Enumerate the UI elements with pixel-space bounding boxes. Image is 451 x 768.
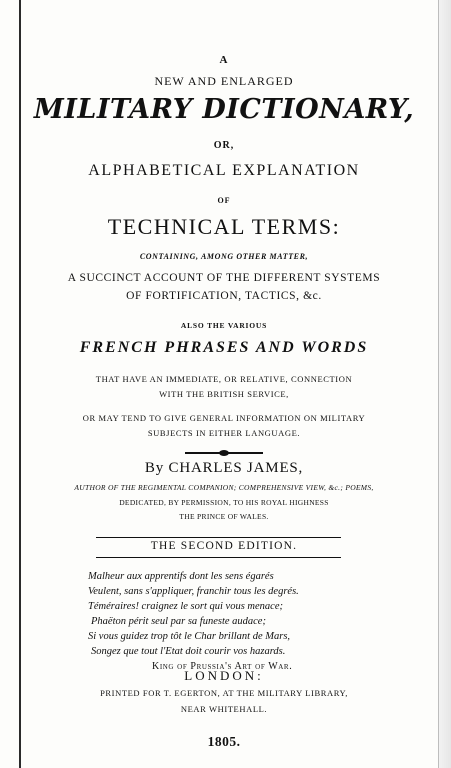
ornament-divider xyxy=(185,450,263,456)
edition-label: THE SECOND EDITION. xyxy=(150,540,298,552)
edition-rule-top xyxy=(96,537,341,538)
title-fortification: OF FORTIFICATION, TACTICS, &c. xyxy=(126,290,322,302)
title-conj-or: OR, xyxy=(213,140,235,151)
left-margin-rule xyxy=(19,0,21,768)
main-title: MILITARY DICTIONARY, xyxy=(33,94,415,125)
imprint-location: NEAR WHITEHALL. xyxy=(180,704,268,714)
author-credentials: AUTHOR OF THE REGIMENTAL COMPANION; COMPREHENSIVE VIEW, &c.; POEMS, xyxy=(74,483,374,492)
author-prince: THE PRINCE OF WALES. xyxy=(179,512,269,521)
imprint-city: LONDON: xyxy=(184,668,264,683)
imprint-printer: PRINTED FOR T. EGERTON, AT THE MILITARY LIBRARY, xyxy=(100,688,348,698)
title-explanation: ALPHABETICAL EXPLANATION xyxy=(88,162,360,179)
title-french-phrases: FRENCH PHRASES AND WORDS xyxy=(79,339,369,356)
epigraph xyxy=(88,569,388,674)
title-containing: CONTAINING, AMONG OTHER MATTER, xyxy=(139,252,309,261)
title-succinct: A SUCCINCT ACCOUNT OF THE DIFFERENT SYSTEMS xyxy=(67,272,381,284)
title-article: A xyxy=(219,54,229,66)
title-subtitle-pre: NEW AND ENLARGED xyxy=(154,74,294,88)
edition-rule-bottom xyxy=(96,557,341,558)
epigraph-line: Veulent, sans s'appliquer, franchir tous les degrés. xyxy=(88,586,299,597)
epigraph-line: Si vous guidez trop tôt le Char brillant de Mars, xyxy=(88,631,291,642)
right-margin-rule xyxy=(438,0,439,768)
title-or-may: OR MAY TEND TO GIVE GENERAL INFORMATION ON MILITARY xyxy=(82,413,366,423)
title-also: ALSO THE VARIOUS xyxy=(180,321,268,330)
epigraph-attribution: King of Prussia's Art of War. xyxy=(152,661,293,672)
title-that-have: THAT HAVE AN IMMEDIATE, OR RELATIVE, CONNECTION xyxy=(95,374,353,384)
page-gutter xyxy=(439,0,451,768)
ornament-dot xyxy=(219,450,229,456)
title-technical-terms: TECHNICAL TERMS: xyxy=(107,214,341,239)
imprint-year: 1805. xyxy=(207,734,241,749)
epigraph-line: Téméraires! craignez le sort qui vous menace; xyxy=(88,601,283,612)
epigraph-line: Songez que tout l'Etat doit courir vos hazards. xyxy=(91,646,286,657)
epigraph-line: Phaëton périt seul par sa funeste audace; xyxy=(91,616,266,627)
epigraph-line: Malheur aux apprentifs dont les sens égarés xyxy=(88,571,274,582)
author-dedication: DEDICATED, BY PERMISSION, TO HIS ROYAL HIGHNESS xyxy=(119,498,329,507)
title-with-british: WITH THE BRITISH SERVICE, xyxy=(159,389,289,399)
title-conj-of: OF xyxy=(217,196,231,205)
title-subjects: SUBJECTS IN EITHER LANGUAGE. xyxy=(147,428,301,438)
author-byline: By CHARLES JAMES, xyxy=(144,460,304,476)
